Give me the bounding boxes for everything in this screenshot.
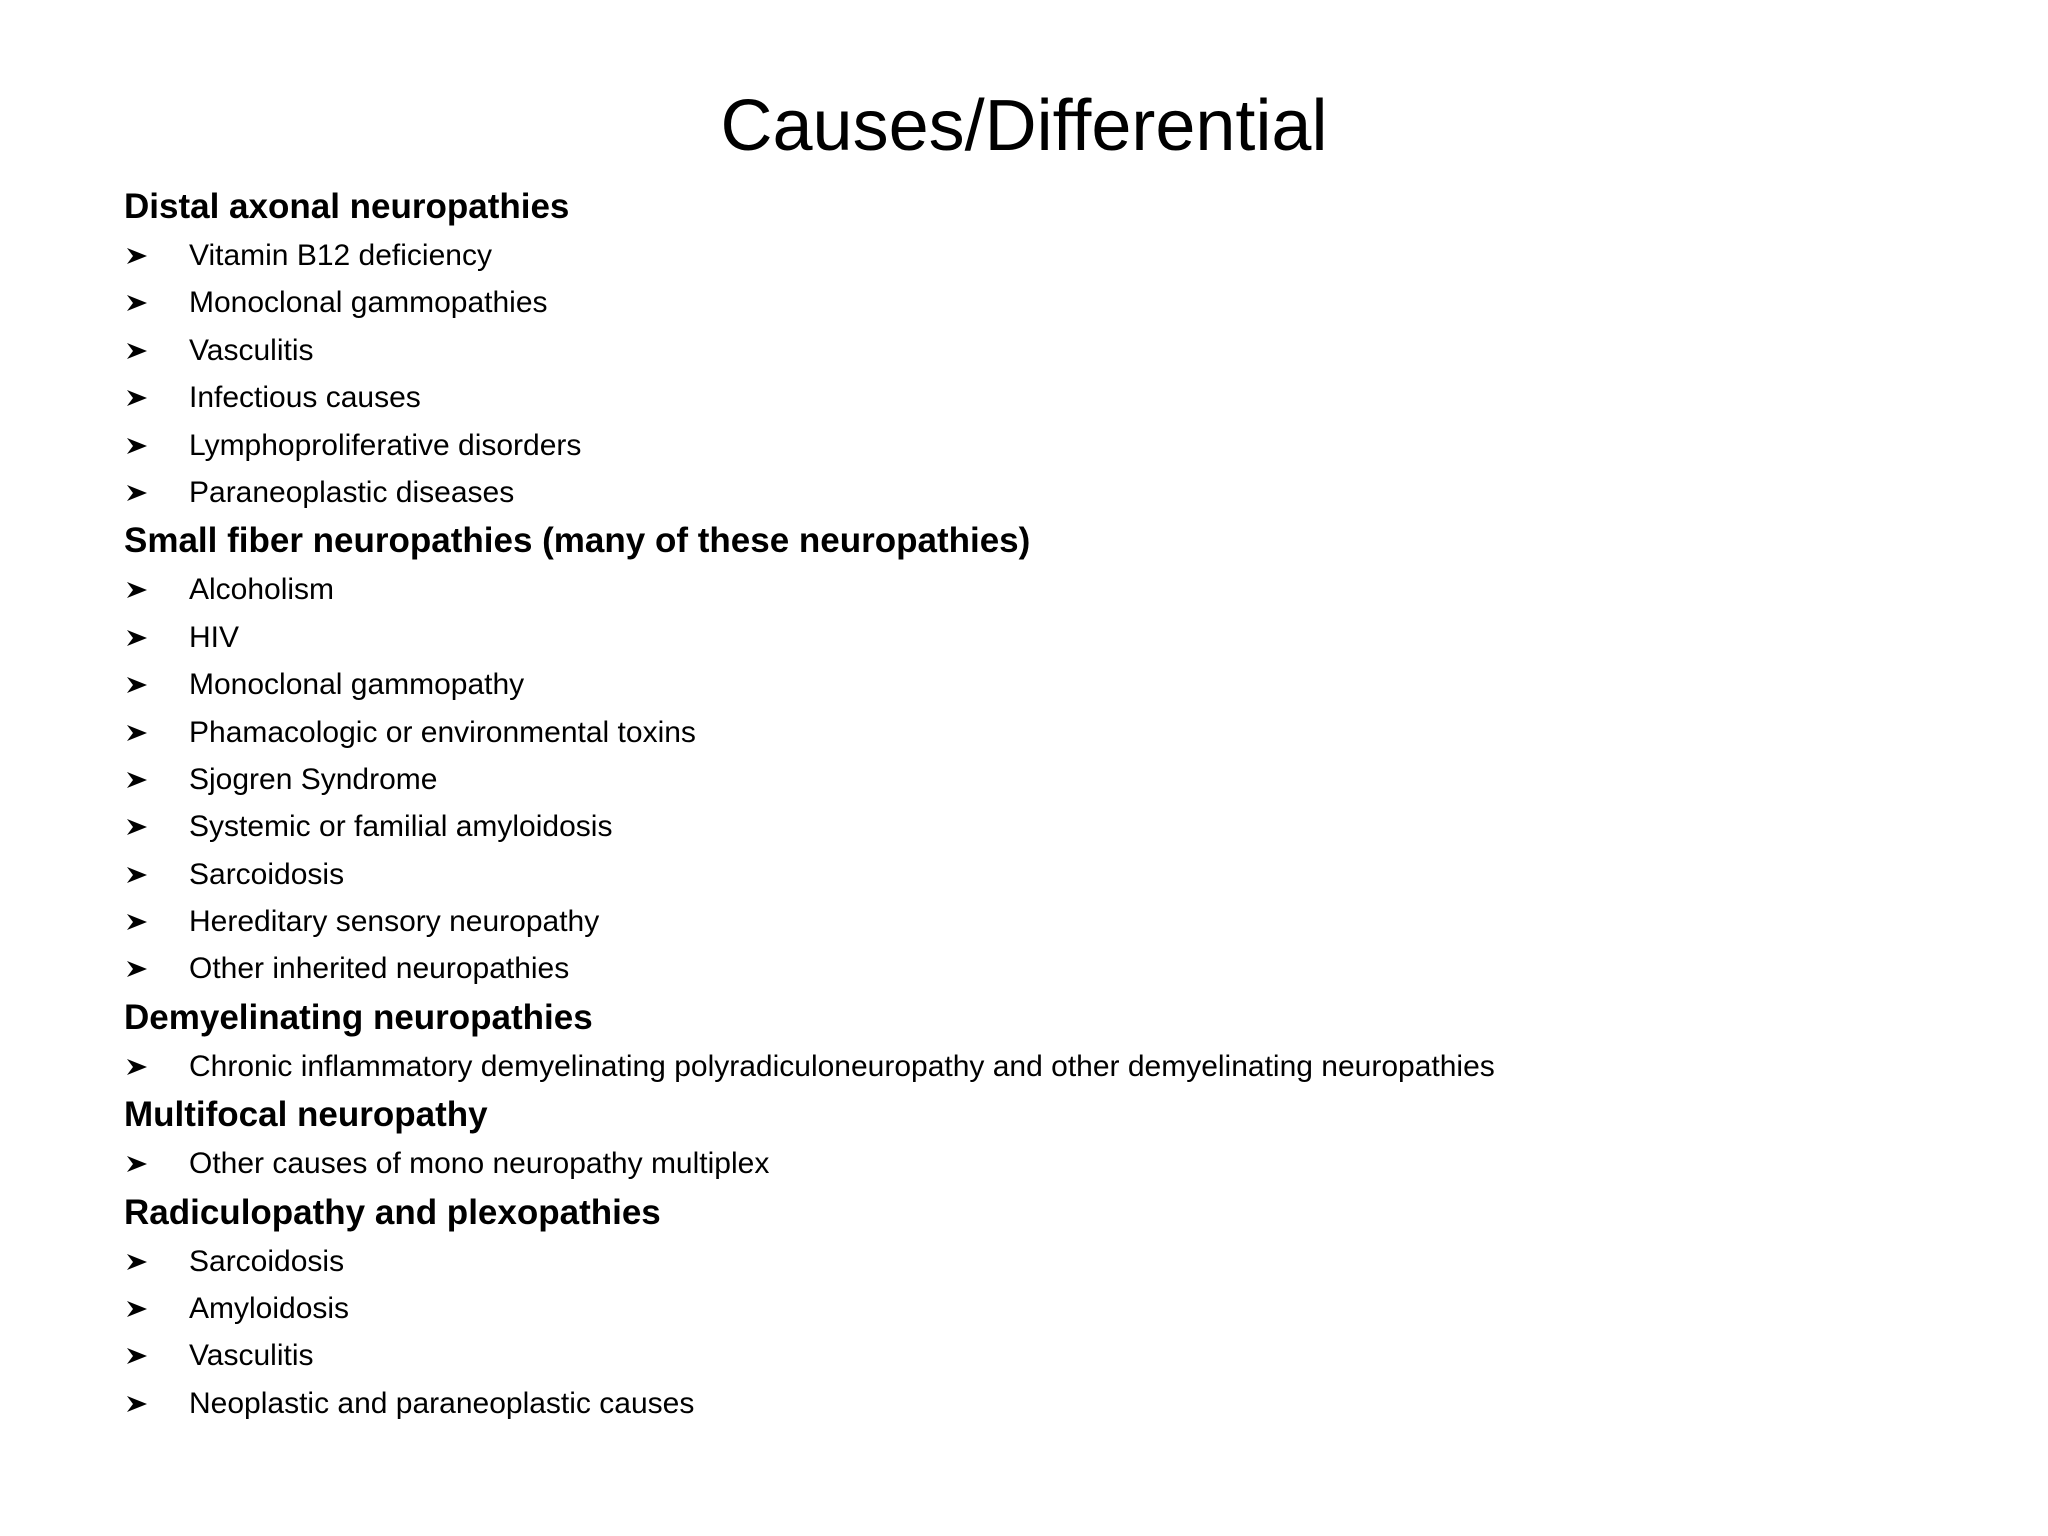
list-item	[124, 327, 2004, 374]
list-item	[124, 279, 2004, 326]
arrowhead-bullet-icon	[126, 579, 148, 601]
list-item-label: Monoclonal gammopathies	[189, 286, 548, 320]
section-multifocal	[124, 1090, 2004, 1187]
list-item-label: Hereditary sensory neuropathy	[189, 905, 600, 939]
section-heading: Multifocal neuropathy	[124, 1095, 488, 1135]
section-heading: Small fiber neuropathies (many of these neuropathies)	[124, 521, 1031, 561]
arrowhead-bullet-icon	[126, 1251, 148, 1273]
list-item-label: Infectious causes	[189, 381, 421, 415]
arrowhead-bullet-icon	[126, 816, 148, 838]
arrowhead-bullet-icon	[126, 674, 148, 696]
arrowhead-bullet-icon	[126, 769, 148, 791]
arrowhead-bullet-icon	[126, 627, 148, 649]
list-item	[124, 374, 2004, 421]
list-item-label: Chronic inflammatory demyelinating polyradiculoneuropathy and other demyelinating neuropathies	[189, 1049, 1495, 1083]
slide-title: Causes/Differential	[720, 86, 1328, 166]
section-heading: Radiculopathy and plexopathies	[124, 1192, 661, 1232]
section-small-fiber	[124, 516, 2004, 993]
list-item	[124, 1238, 2004, 1285]
section-distal-axonal	[124, 182, 2004, 516]
list-item-label: Amyloidosis	[189, 1292, 350, 1326]
arrowhead-bullet-icon	[126, 245, 148, 267]
arrowhead-bullet-icon	[126, 482, 148, 504]
list-item	[124, 469, 2004, 516]
list-item	[124, 661, 2004, 708]
list-item	[124, 709, 2004, 756]
arrowhead-bullet-icon	[126, 958, 148, 980]
list-item-label: Vasculitis	[189, 1339, 314, 1373]
list-item-label: Sarcoidosis	[189, 1244, 345, 1278]
arrowhead-bullet-icon	[126, 722, 148, 744]
list-item-label: HIV	[189, 620, 240, 654]
list-item-label: Other causes of mono neuropathy multiplex	[189, 1147, 770, 1181]
list-item	[124, 1332, 2004, 1379]
list-item-label: Paraneoplastic diseases	[189, 475, 515, 509]
arrowhead-bullet-icon	[126, 1056, 148, 1078]
list-item	[124, 232, 2004, 279]
list-item-label: Phamacologic or environmental toxins	[189, 715, 696, 749]
list-item	[124, 422, 2004, 469]
list-item-label: Vitamin B12 deficiency	[189, 239, 492, 272]
list-item-label: Neoplastic and paraneoplastic causes	[189, 1386, 695, 1420]
arrowhead-bullet-icon	[126, 340, 148, 362]
list-item	[124, 614, 2004, 661]
list-item-label: Sjogren Syndrome	[189, 762, 438, 796]
arrowhead-bullet-icon	[126, 1153, 148, 1175]
list-item-label: Alcoholism	[189, 573, 335, 607]
list-item	[124, 898, 2004, 945]
list-item	[124, 566, 2004, 613]
list-item	[124, 1380, 2004, 1427]
list-item	[124, 945, 2004, 992]
arrowhead-bullet-icon	[126, 911, 148, 933]
list-item	[124, 1285, 2004, 1332]
section-heading: Distal axonal neuropathies	[124, 187, 570, 226]
arrowhead-bullet-icon	[126, 435, 148, 457]
arrowhead-bullet-icon	[126, 1298, 148, 1320]
list-item-label: Lymphoproliferative disorders	[189, 428, 582, 462]
section-heading: Demyelinating neuropathies	[124, 997, 593, 1037]
section-demyelinating	[124, 993, 2004, 1090]
arrowhead-bullet-icon	[126, 1345, 148, 1367]
slide-content	[124, 182, 2004, 1427]
list-item	[124, 1043, 2004, 1090]
arrowhead-bullet-icon	[126, 387, 148, 409]
arrowhead-bullet-icon	[126, 864, 148, 886]
list-item	[124, 851, 2004, 898]
list-item	[124, 803, 2004, 850]
arrowhead-bullet-icon	[126, 292, 148, 314]
list-item-label: Systemic or familial amyloidosis	[189, 810, 613, 844]
section-radiculopathy	[124, 1188, 2004, 1428]
list-item-label: Sarcoidosis	[189, 857, 345, 891]
arrowhead-bullet-icon	[126, 1393, 148, 1415]
list-item	[124, 1140, 2004, 1187]
list-item	[124, 756, 2004, 803]
list-item-label: Other inherited neuropathies	[189, 952, 570, 986]
list-item-label: Vasculitis	[189, 333, 314, 367]
list-item-label: Monoclonal gammopathy	[189, 668, 525, 702]
